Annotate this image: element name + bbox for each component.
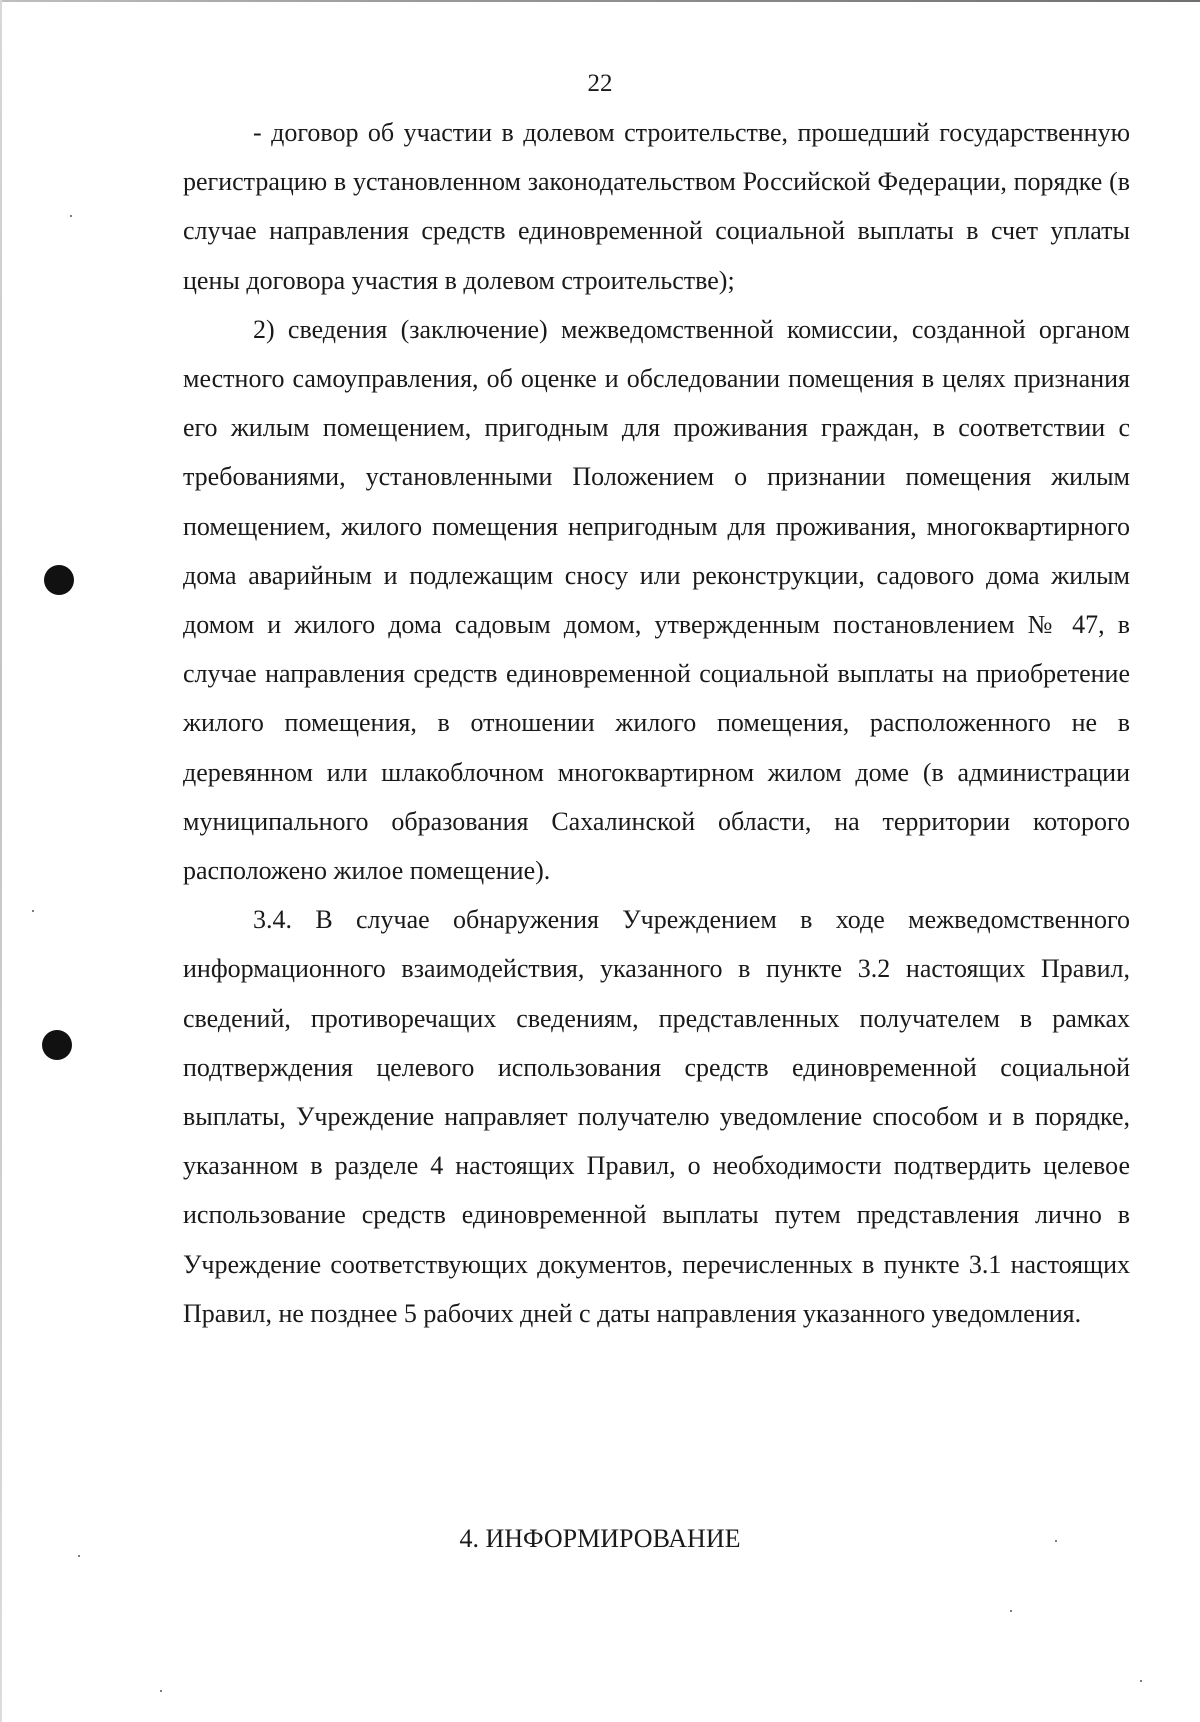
document-body [183, 108, 1130, 1338]
scan-speck [1010, 1610, 1012, 1612]
scan-speck [1140, 1680, 1142, 1682]
scan-speck [70, 215, 72, 217]
scan-left-edge [0, 0, 2, 1722]
paragraph-dolevoe-contract: - договор об участии в долевом строительстве, прошедший государственную регистрацию в установленном законодательством Российской Федерации, порядке (в случае направления средств единовременной социальной выплаты в счет уплаты цены договора участия в долевом строительстве); [183, 118, 1130, 295]
paragraph-3-4: 3.4. В случае обнаружения Учреждением в ходе межведомственного информационного взаимодействия, указанного в пункте 3.2 настоящих Правил, сведений, противоречащих сведениям, представленных получателем в рамках подтверждения целевого использования средств единовременной социальной выплаты, Учреждение направляет получателю уведомление способом и в порядке, указанном в разделе 4 настоящих Правил, о необходимости подтвердить целевое использование средств единовременной выплаты путем представления лично в Учреждение соответствующих документов, перечисленных в пункте 3.1 настоящих Правил, не позднее 5 рабочих дней с даты направления указанного уведомления. [183, 905, 1130, 1328]
scan-top-edge [0, 0, 1200, 2]
punch-hole [42, 1030, 72, 1060]
scan-speck [160, 1690, 162, 1692]
scan-speck [1055, 1540, 1057, 1542]
paragraph-commission-conclusion: 2) сведения (заключение) межведомственной комиссии, созданной органом местного самоуправления, об оценке и обследовании помещения в целях признания его жилым помещением, пригодным для проживания граждан, в соответствии с требованиями, установленными Положением о признании помещения жилым помещением, жилого помещения непригодным для проживания, многоквартирного дома аварийным и подлежащим сносу или реконструкции, садового дома жилым домом и жилого дома садовым домом, утвержденным постановлением № 47, в случае направления средств единовременной социальной выплаты на приобретение жилого помещения, в отношении жилого помещения, расположенного не в деревянном или шлакоблочном многоквартирном жилом доме (в администрации муниципального образования Сахалинской области, на территории которого расположено жилое помещение). [183, 314, 1130, 886]
scan-speck [32, 910, 34, 912]
section-heading-informing: 4. ИНФОРМИРОВАНИЕ [459, 1524, 741, 1553]
punch-hole [44, 565, 74, 595]
scan-speck [78, 1555, 80, 1557]
page-number: 22 [587, 70, 613, 97]
